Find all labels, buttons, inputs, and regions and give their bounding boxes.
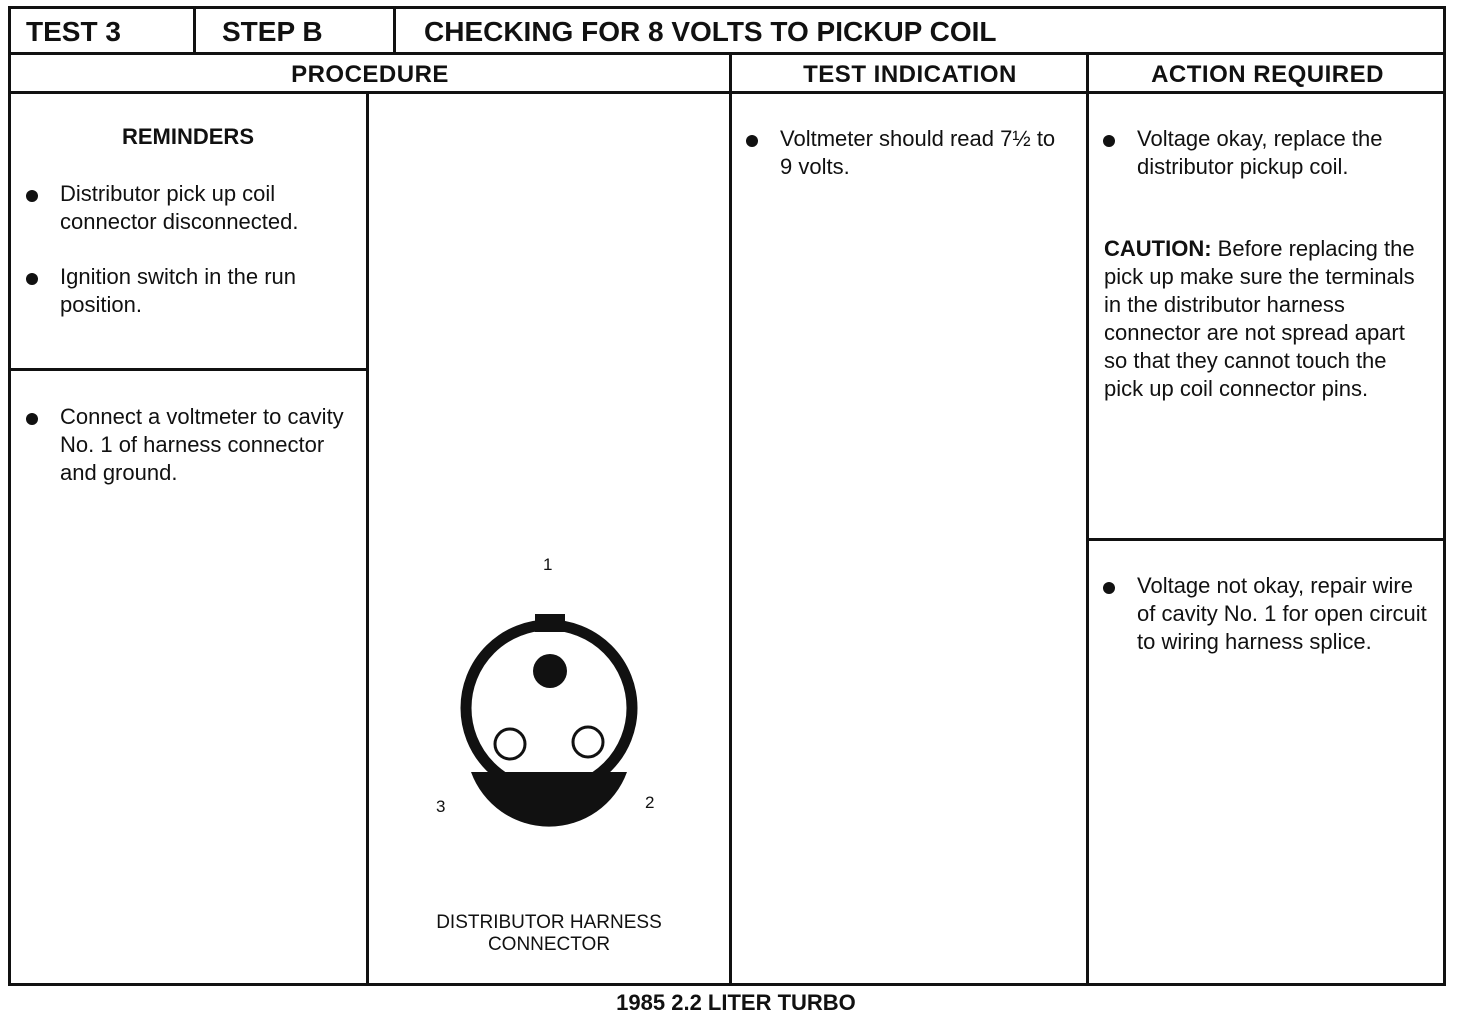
reminder-text: Ignition switch in the run position. xyxy=(60,264,297,317)
pin-3-label: 3 xyxy=(436,797,446,816)
action-row-divider xyxy=(1086,538,1446,541)
test-number: TEST 3 xyxy=(26,16,121,47)
header-separator-1 xyxy=(193,6,196,54)
action-required-header: ACTION REQUIRED xyxy=(1151,61,1384,88)
bullet-icon xyxy=(746,135,758,147)
pin-2-label: 2 xyxy=(645,793,655,812)
pin-3-cavity xyxy=(495,729,525,759)
footer-caption: 1985 2.2 LITER TURBO xyxy=(616,990,856,1015)
connector-body xyxy=(466,614,632,827)
procedure-header: PROCEDURE xyxy=(291,61,449,88)
action-text: Voltage not okay, repair wire of cavity No. 1 for open circuit to wiring harness splice. xyxy=(1137,573,1427,654)
pin-1-label: 1 xyxy=(543,555,553,574)
page-title: CHECKING FOR 8 VOLTS TO PICKUP COIL xyxy=(424,16,997,47)
caution-label: CAUTION: xyxy=(1104,236,1212,261)
action-text: Voltage okay, replace the distributor pickup coil. xyxy=(1137,126,1383,179)
caution-note xyxy=(1104,235,1430,403)
bullet-icon xyxy=(1103,582,1115,594)
test-indication-header: TEST INDICATION xyxy=(803,61,1017,88)
pin-2-cavity xyxy=(573,727,603,757)
reminders-title: REMINDERS xyxy=(121,124,254,149)
column-separator-indication xyxy=(1086,52,1089,986)
step-label: STEP B xyxy=(222,16,323,47)
connector-diagram xyxy=(369,94,729,986)
caption-line: DISTRIBUTOR HARNESS xyxy=(436,912,662,933)
pin-1-cavity xyxy=(533,654,567,688)
bullet-icon xyxy=(26,273,38,285)
caption-line: CONNECTOR xyxy=(487,934,611,955)
caution-text: Before replacing the pick up make sure the terminals in the distributor harness connector are not spread apart so that they cannot touch the pick up coil connector pins. xyxy=(1104,236,1415,401)
reminder-text: Distributor pick up coil connector disconnected. xyxy=(60,181,299,234)
procedure-row-divider xyxy=(8,368,368,371)
procedure-step-text: Connect a voltmeter to cavity No. 1 of harness connector and ground. xyxy=(60,404,344,485)
bullet-icon xyxy=(1103,135,1115,147)
bullet-icon xyxy=(26,413,38,425)
indication-text: Voltmeter should read 7½ to 9 volts. xyxy=(780,126,1056,179)
bullet-icon xyxy=(26,190,38,202)
column-separator-procedure xyxy=(729,52,732,986)
diagram-caption xyxy=(369,912,729,956)
header-separator-2 xyxy=(393,6,396,54)
